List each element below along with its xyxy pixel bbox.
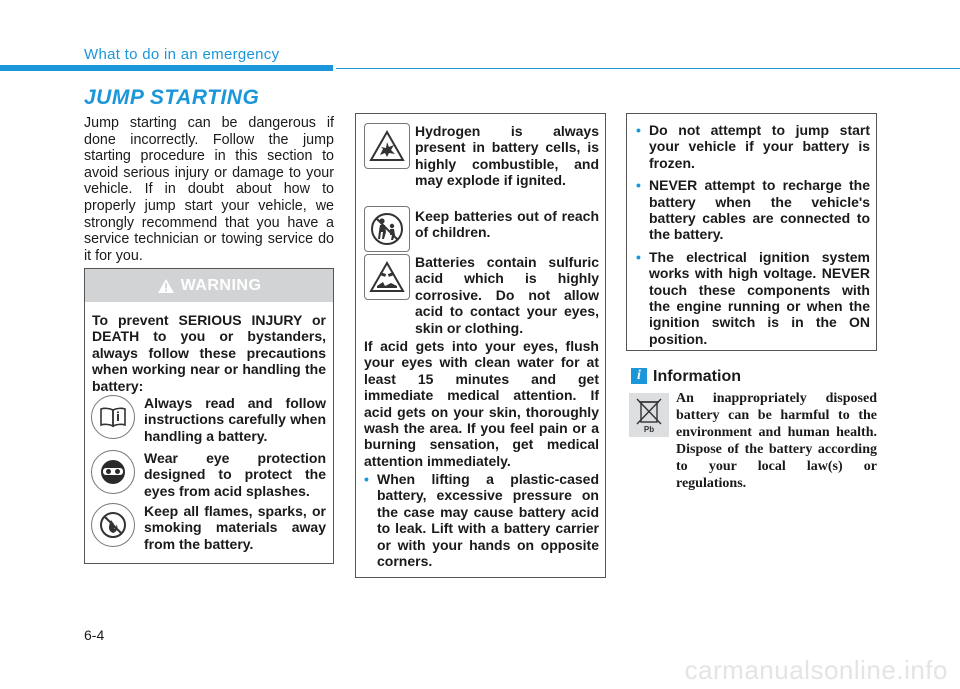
warning-header [85,269,333,302]
list-item [636,249,870,347]
warning-label: WARNING [180,276,262,294]
list-item-text: NEVER attempt to recharge the battery when the vehicle's battery cables are connected to the battery. [649,177,870,243]
list-item [636,122,870,171]
eye-protection-icon [91,450,135,494]
battery-caution-box [355,113,606,578]
manual-book-icon [91,395,135,439]
watermark: carmanualsonline.info [684,655,948,685]
warning-box [84,268,334,564]
caution-item-text: Keep batteries out of reach of children. [415,208,599,241]
keep-away-children-icon [364,206,410,252]
list-item-text: The electrical ignition system works with high voltage. NEVER touch these components with the engine running or when the ignition switch is in the ON position. [649,248,870,347]
bullet-icon: • [636,248,641,265]
intro-paragraph: Jump starting can be dangerous if done incorrectly. Follow the jump starting procedure in this section to avoid serious injury or damage to your vehicle. If in doubt about how to properly jump start your vehicle, we strongly recommend that you have a service technician or towing service do it for you. [84,115,334,264]
section-title: What to do in an emergency [84,46,280,63]
list-item-text: When lifting a plastic-cased battery, excessive pressure on the case may cause battery acid to leak. Lift with a battery carrier or with your hands on opposite corners. [377,471,599,570]
battery-disposal-icon [629,393,669,437]
page-title: JUMP STARTING [84,86,260,109]
page-number: 6-4 [84,627,105,643]
information-icon: i [631,368,647,384]
bullet-icon: • [636,177,641,194]
bullet-icon: • [636,122,641,138]
information-title: Information [653,368,741,385]
warning-item-text: Always read and follow instructions carefully when handling a battery. [144,395,326,444]
header-bar [0,65,333,71]
no-flames-icon [91,503,135,547]
list-item [636,177,870,243]
header-rule [336,68,960,69]
corrosive-acid-icon [364,254,410,300]
warning-intro: To prevent SERIOUS INJURY or DEATH to you or bystanders, always follow these precautions when working near or handling the battery: [92,312,326,394]
warning-item-text: Keep all flames, sparks, or smoking materials away from the battery. [144,503,326,552]
bin-label: Pb [643,425,655,434]
caution-item-text: Hydrogen is always present in battery cells, is highly combustible, and may explode if ignited. [415,123,599,189]
acid-first-aid-paragraph: If acid gets into your eyes, flush your eyes with clean water for at least 15 minutes and get immediate medical attention. If acid gets on your skin, thoroughly wash the area. If you feel pain or a burning sensation, get medical attention immediately. [364,338,599,469]
warning-item-text: Wear eye protection designed to protect the eyes from acid splashes. [144,450,326,499]
list-item [364,471,599,569]
caution-item-text: Batteries contain sulfuric acid which is highly corrosive. Do not allow acid to contact your eyes, skin or clothing. [415,254,599,336]
lifting-bullet-list [364,471,599,569]
jump-start-caution-box [626,113,877,351]
information-text: An inappropriately disposed battery can be harmful to the environment and human health. Dispose of the battery according to your local law(s) or regulations. [676,391,877,491]
bullet-icon: • [364,471,369,487]
explosive-icon [364,123,410,169]
warning-triangle-icon [157,278,175,294]
caution-bullet-list [636,122,870,353]
list-item-text: Do not attempt to jump start your vehicle if your battery is frozen. [649,122,870,171]
